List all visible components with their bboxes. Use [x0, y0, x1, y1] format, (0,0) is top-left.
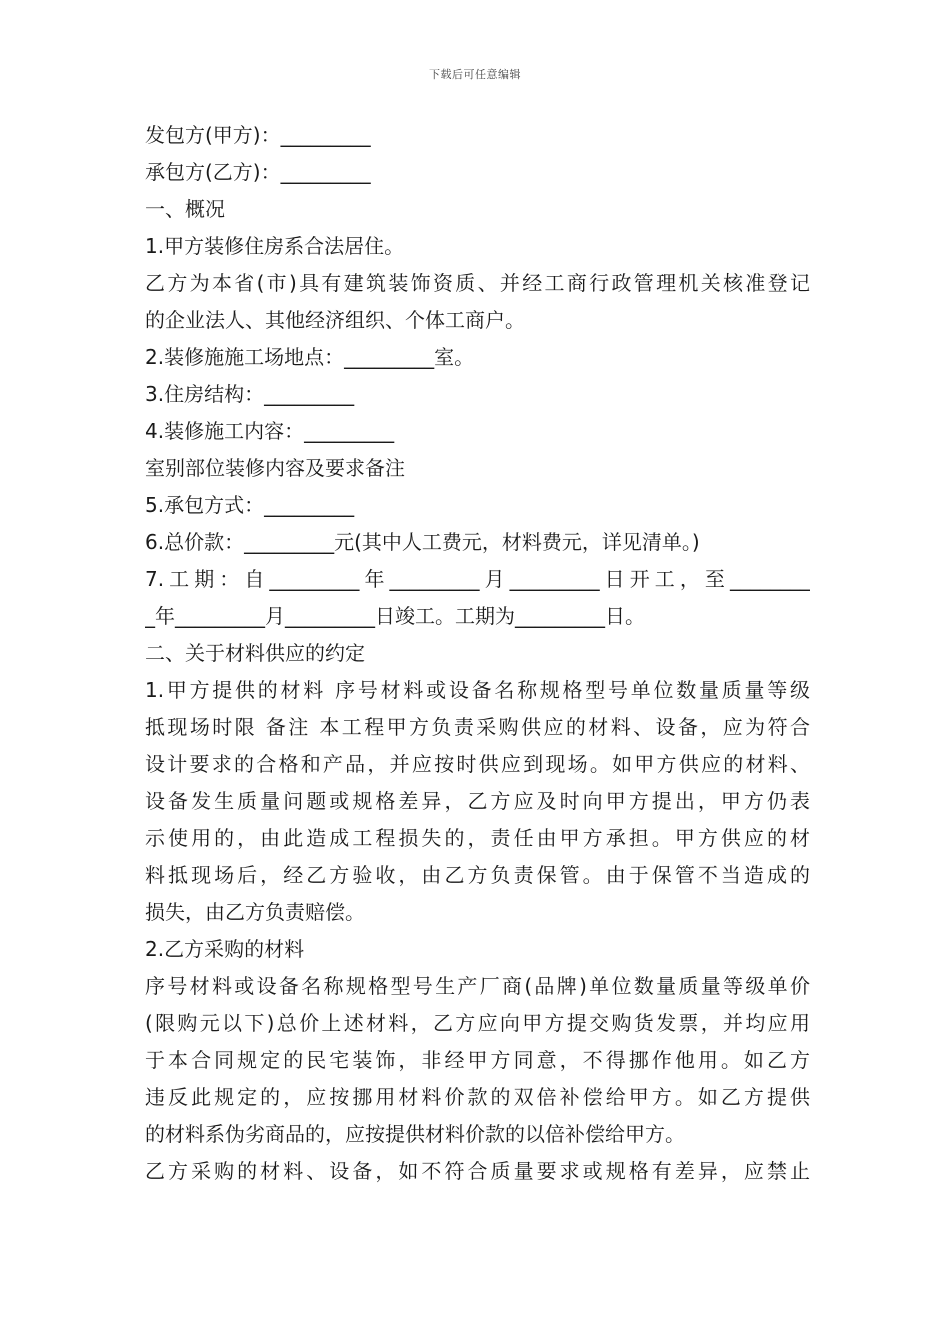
text-line: 1.甲方提供的材料 序号材料或设备名称规格型号单位数量质量等级 — [145, 678, 810, 702]
text-line: 3.住房结构：_________ — [145, 382, 355, 406]
text-line: 抵现场时限 备注 本工程甲方负责采购供应的材料、设备，应为符合 — [145, 715, 810, 739]
document-body — [145, 117, 810, 1190]
text-line: 的材料系伪劣商品的，应按提供材料价款的以倍补偿给甲方。 — [145, 1122, 685, 1146]
text-line: 承包方(乙方)：_________ — [145, 160, 371, 184]
text-line: 室别部位装修内容及要求备注 — [145, 456, 405, 480]
text-line: 料抵现场后，经乙方验收，由乙方负责保管。由于保管不当造成的 — [145, 863, 810, 887]
text-line: 1.甲方装修住房系合法居住。 — [145, 234, 405, 258]
text-line: 设计要求的合格和产品，并应按时供应到现场。如甲方供应的材料、 — [145, 752, 810, 776]
text-line: 违反此规定的，应按挪用材料价款的双倍补偿给甲方。如乙方提供 — [145, 1085, 810, 1109]
text-line: 发包方(甲方)：_________ — [145, 123, 371, 147]
text-line: 一、概况 — [145, 197, 225, 221]
text-line: 于本合同规定的民宅装饰，非经甲方同意，不得挪作他用。如乙方 — [145, 1048, 810, 1072]
text-line: _年_________月_________日竣工。工期为_________日。 — [145, 604, 645, 628]
text-line: 示使用的，由此造成工程损失的，责任由甲方承担。甲方供应的材 — [145, 826, 810, 850]
text-line: 4.装修施工内容：_________ — [145, 419, 395, 443]
text-line: 2.乙方采购的材料 — [145, 937, 305, 961]
text-line: 设备发生质量问题或规格差异，乙方应及时向甲方提出，甲方仍表 — [145, 789, 810, 813]
text-line: 序号材料或设备名称规格型号生产厂商(品牌)单位数量质量等级单价 — [145, 974, 810, 998]
text-line: 2.装修施施工场地点：_________室。 — [145, 345, 475, 369]
text-line: 5.承包方式：_________ — [145, 493, 355, 517]
text-line: 的企业法人、其他经济组织、个体工商户。 — [145, 308, 525, 332]
text-line: 损失，由乙方负责赔偿。 — [145, 900, 365, 924]
text-line: 二、关于材料供应的约定 — [145, 641, 365, 665]
text-line: 乙方采购的材料、设备，如不符合质量要求或规格有差异，应禁止 — [145, 1159, 810, 1183]
text-line: 乙方为本省(市)具有建筑装饰资质、并经工商行政管理机关核准登记 — [145, 271, 810, 295]
text-line: (限购元以下)总价上述材料，乙方应向甲方提交购货发票，并均应用 — [145, 1011, 810, 1035]
text-line: 7.工期：自_________年_________月_________日开工，至________ — [145, 567, 810, 591]
text-line: 6.总价款：_________元(其中人工费元，材料费元，详见清单。) — [145, 530, 700, 554]
page-header: 下载后可任意编辑 — [429, 68, 521, 81]
